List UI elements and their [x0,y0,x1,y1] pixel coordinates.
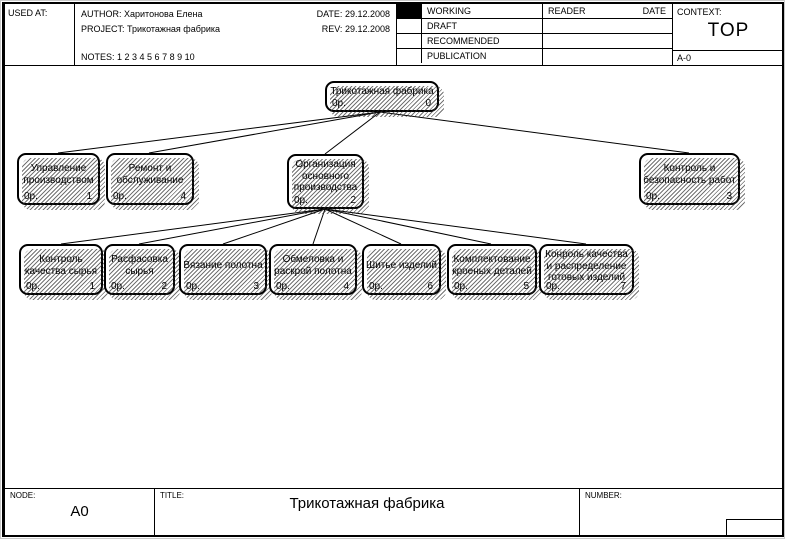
node-label: Расфасовка сырья [111,254,168,277]
level2-node-4[interactable] [269,244,357,295]
connector [325,112,380,154]
status-label: WORKING [427,6,471,16]
project-label: PROJECT: [81,24,125,34]
node-number: 2 [161,281,167,292]
draft-checkbox-cell [397,19,422,33]
node-number: 3 [726,191,732,202]
level2-node-2[interactable] [104,244,175,295]
node-number: 2 [350,195,356,206]
date-row [317,9,390,19]
author-value: Харитонова Елена [124,9,203,19]
context-node-id: A-0 [673,50,784,66]
node-number: 3 [253,281,259,292]
node-number: 6 [427,281,433,292]
node-number: 4 [343,281,349,292]
number-label: NUMBER: [585,491,622,500]
node-label: NODE: [10,491,36,500]
node-number: 4 [180,191,186,202]
rev-row [322,24,390,34]
node-cost: 0р. [276,281,290,292]
used-at-cell [5,4,75,66]
node-number: 1 [89,281,95,292]
context-cell [673,4,784,66]
reader-empty-row [543,19,672,34]
node-cost: 0р. [369,281,383,292]
status-row-working [397,4,542,19]
author-label: AUTHOR: [81,9,122,19]
node-cell [5,489,155,535]
node-label: Управление производством [23,163,94,186]
status-label: DRAFT [427,21,457,31]
working-status-mark-icon [397,4,421,18]
context-label: CONTEXT: [677,7,722,17]
node-number: 0 [425,98,431,109]
date-value: 29.12.2008 [344,9,390,19]
reader-empty-row [543,49,672,63]
recommended-checkbox-cell [397,34,422,48]
connector [325,209,401,244]
status-column [397,4,543,66]
node-label: Организация основного производства [293,159,358,193]
level2-node-5[interactable] [447,244,537,295]
publication-checkbox-cell [397,49,422,63]
connector [149,112,380,153]
status-label: PUBLICATION [427,51,487,61]
node-cost: 0р. [113,191,127,202]
level1-node-3[interactable] [639,153,740,205]
node-label: Контроль качества сырья [24,254,98,277]
node-label: Комплектование кроеных деталей [452,254,532,277]
reader-column [543,4,673,66]
node-label: Шитье изделий [366,260,437,271]
node-number: 7 [620,281,626,292]
node-label: Ремонт и обслуживание [116,163,184,186]
kit-footer [5,488,782,535]
node-cost: 0р. [111,281,125,292]
connector [58,112,380,153]
title-label: TITLE: [160,491,185,500]
project-row [81,24,220,34]
root-node[interactable] [325,81,439,112]
working-checkbox-cell [397,4,422,18]
level2-node-1[interactable] [19,244,103,295]
node-cost: 0р. [26,281,40,292]
status-row-publication [397,49,542,63]
number-cell [580,489,782,535]
page-number-box [726,519,783,535]
level1-node-1[interactable] [17,153,100,205]
connector [313,209,325,244]
date-label: DATE: [316,9,343,19]
node-number: 5 [523,281,529,292]
connector [223,209,325,244]
node-cost: 0р. [294,195,308,206]
connector [139,209,325,244]
date-column-label: DATE [642,6,666,16]
reader-empty-row [543,34,672,49]
level2-node-6[interactable] [362,244,441,295]
status-label: RECOMMENDED [427,36,500,46]
author-cell [75,4,397,66]
reader-header-row [543,4,672,19]
notes-label: NOTES: [81,52,115,62]
node-cost: 0р. [454,281,468,292]
context-value: TOP [707,20,750,41]
node-label: Обмеловка и раскрой полотна [274,254,352,277]
node-id: A0 [70,503,89,520]
rev-label: REV: [321,24,343,34]
notes-value: 1 2 3 4 5 6 7 8 9 10 [117,52,195,62]
status-row-draft [397,19,542,34]
reader-label: READER [548,6,586,16]
status-row-recommended [397,34,542,49]
rev-value: 29.12.2008 [344,24,390,34]
node-cost: 0р. [24,191,38,202]
node-label: Трикотажная фабрика [330,86,434,97]
notes-row [81,52,195,62]
kit-header [5,4,782,66]
connector [61,209,325,244]
node-label: Контроль и безопасность работ [643,163,736,186]
connector [325,209,586,244]
level2-node-3[interactable] [179,244,267,295]
node-label: Вязание полотна [183,260,263,271]
node-cost: 0р. [186,281,200,292]
diagram-sheet [2,2,784,537]
title-cell [155,489,580,535]
node-label: Конроль качества и распределение готовых изделий [545,249,628,283]
diagram-title: Трикотажная фабрика [289,495,445,512]
level1-node-2[interactable] [287,154,364,209]
node-cost: 0р. [546,281,560,292]
project-value: Трикотажная фабрика [127,24,221,34]
connector [325,209,491,244]
node-cost: 0р. [332,98,346,109]
used-at-label: USED AT: [8,8,48,18]
node-cost: 0р. [646,191,660,202]
author-row [81,9,202,19]
node-tree-diagram [5,67,782,487]
connector [380,112,689,153]
node-number: 1 [86,191,92,202]
level1-node-4[interactable] [106,153,194,205]
level2-node-7[interactable] [539,244,634,295]
